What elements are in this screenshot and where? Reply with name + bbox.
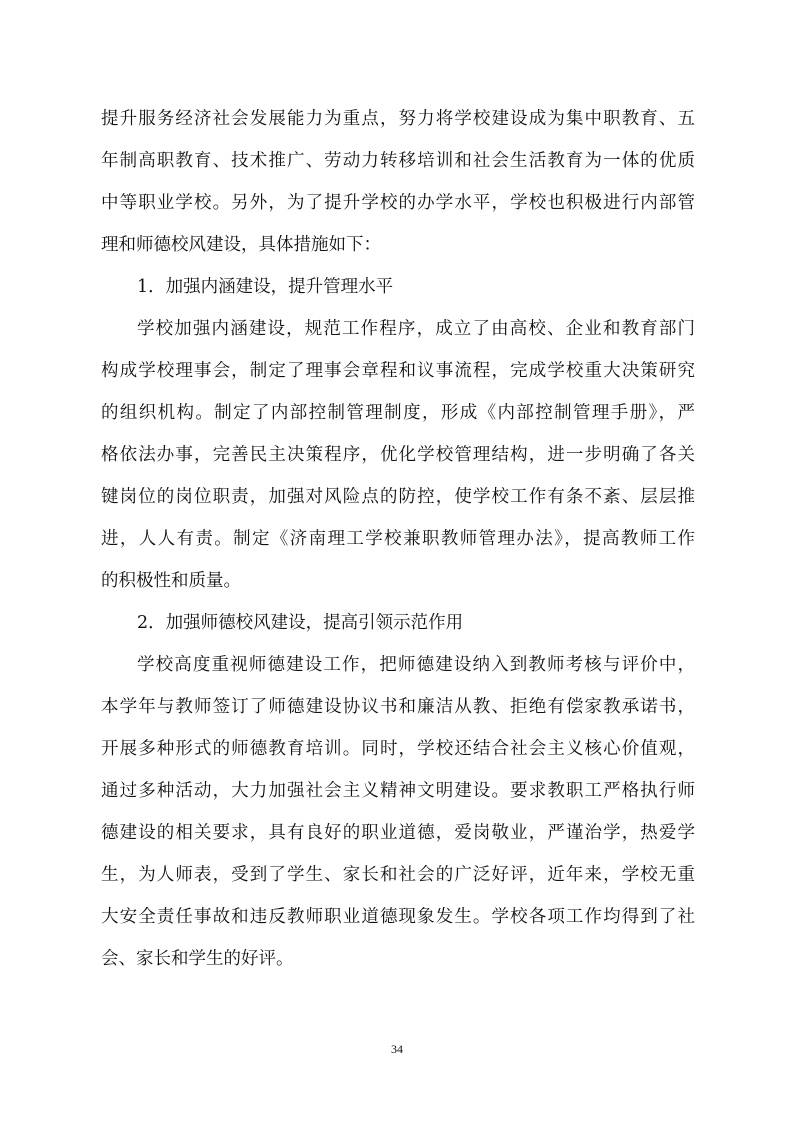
body-text-line: 的积极性和质量。	[101, 571, 241, 591]
section-heading-2: 2．加强师德校风建设，提高引领示范作用	[137, 613, 464, 633]
body-text-line: 学校高度重视师德建设工作，把师德建设纳入到教师考核与评价中，	[137, 655, 695, 675]
body-text-line: 提升服务经济社会发展能力为重点，努力将学校建设成为集中职教育、五	[101, 109, 695, 129]
body-text-line: 理和师德校风建设，具体措施如下：	[101, 235, 381, 255]
body-text-line: 键岗位的岗位职责，加强对风险点的防控，使学校工作有条不紊、层层推	[101, 487, 695, 507]
body-text-line: 通过多种活动，大力加强社会主义精神文明建设。要求教职工严格执行师	[101, 781, 695, 801]
body-text-line: 年制高职教育、技术推广、劳动力转移培训和社会生活教育为一体的优质	[101, 151, 695, 171]
body-text-line: 会、家长和学生的好评。	[101, 949, 294, 969]
body-text-line: 中等职业学校。另外，为了提升学校的办学水平，学校也积极进行内部管	[101, 193, 695, 213]
body-text-line: 的组织机构。制定了内部控制管理制度，形成《内部控制管理手册》，严	[101, 403, 695, 423]
body-text-line: 德建设的相关要求，具有良好的职业道德，爱岗敬业，严谨治学，热爱学	[101, 823, 695, 843]
page-number: 34	[391, 1042, 403, 1056]
section-heading-1: 1．加强内涵建设，提升管理水平	[137, 277, 394, 297]
body-text-line: 格依法办事，完善民主决策程序，优化学校管理结构，进一步明确了各关	[101, 445, 695, 465]
body-text-line: 开展多种形式的师德教育培训。同时，学校还结合社会主义核心价值观，	[101, 739, 695, 759]
body-text-line: 本学年与教师签订了师德建设协议书和廉洁从教、拒绝有偿家教承诺书，	[101, 697, 695, 717]
body-text-line: 生，为人师表，受到了学生、家长和社会的广泛好评，近年来，学校无重	[101, 865, 695, 885]
body-text-line: 进，人人有责。制定《济南理工学校兼职教师管理办法》，提高教师工作	[101, 529, 695, 549]
body-text-line: 学校加强内涵建设，规范工作程序，成立了由高校、企业和教育部门	[137, 319, 695, 339]
body-text-line: 构成学校理事会，制定了理事会章程和议事流程，完成学校重大决策研究	[101, 361, 695, 381]
body-text-line: 大安全责任事故和违反教师职业道德现象发生。学校各项工作均得到了社	[101, 907, 695, 927]
